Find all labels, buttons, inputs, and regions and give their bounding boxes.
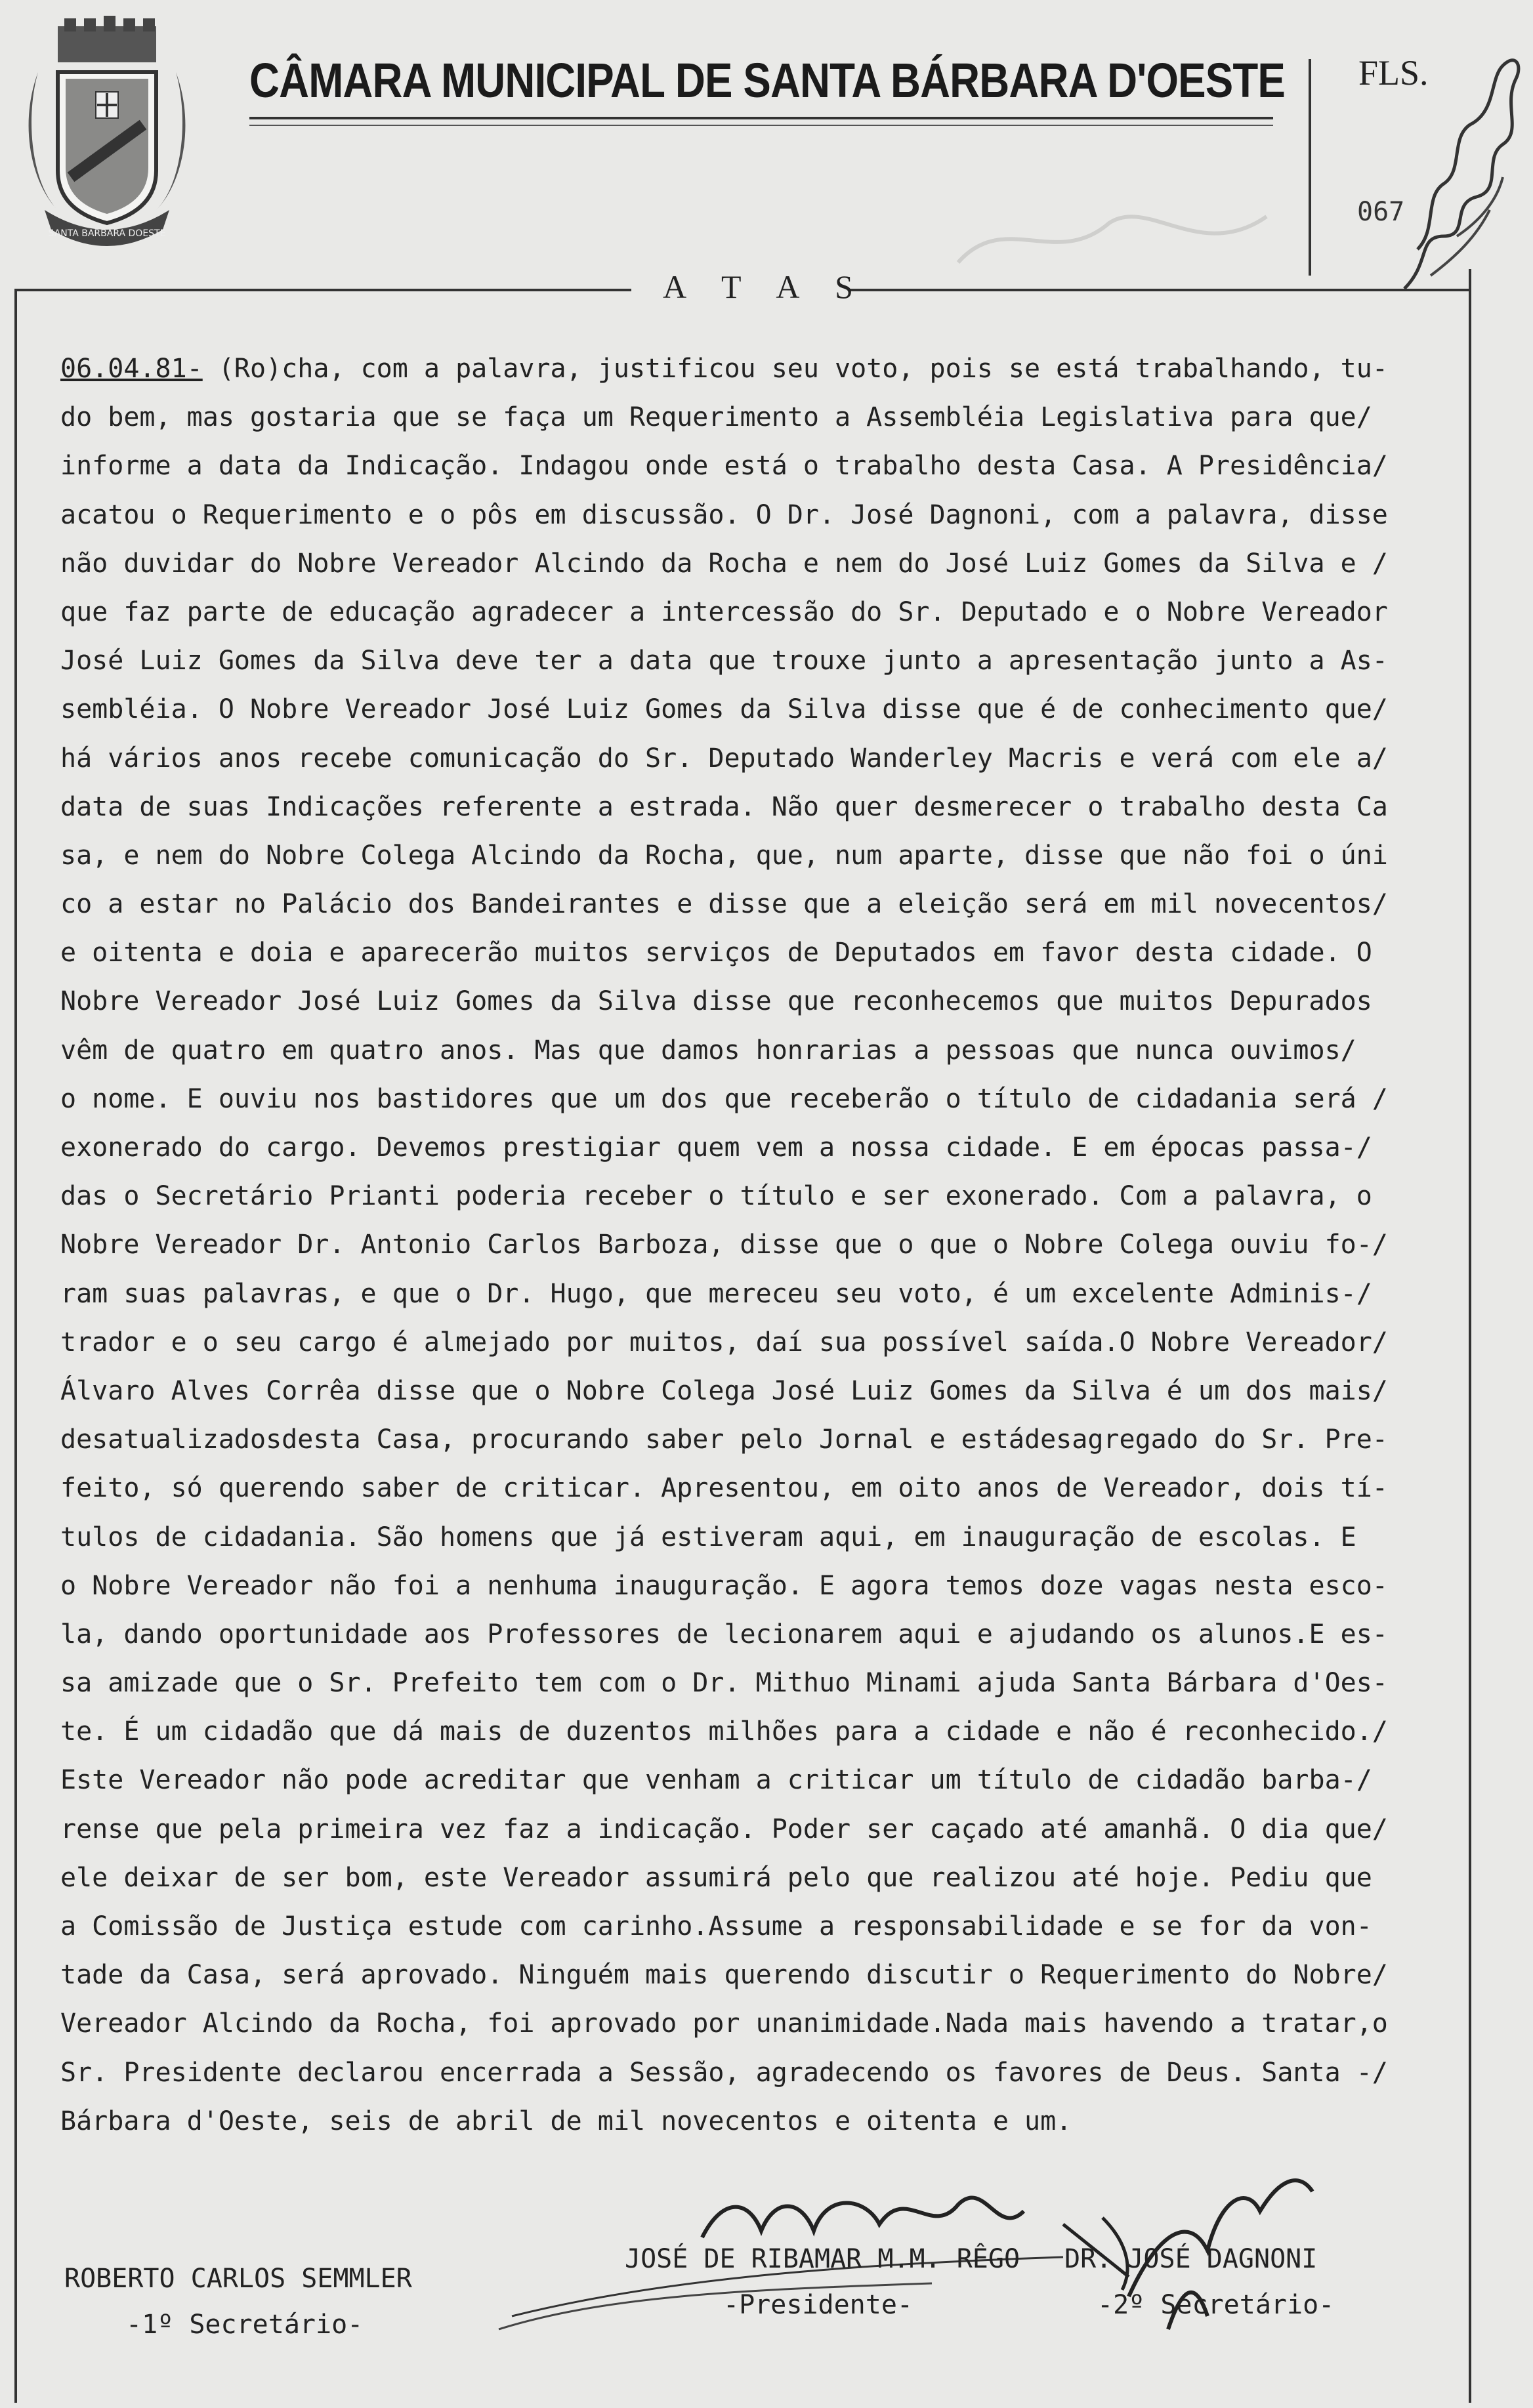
minutes-line [60, 734, 1445, 783]
minutes-line-text: Álvaro Alves Corrêa disse que o Nobre Colega José Luiz Gomes da Silva é um dos mais/ [60, 1375, 1388, 1406]
minutes-line [60, 1707, 1445, 1756]
svg-text:SANTA BARBARA DOESTE: SANTA BARBARA DOESTE [48, 228, 166, 239]
president-name: JOSÉ DE RIBAMAR M.M. RÊGO [625, 2244, 1020, 2274]
minutes-line [60, 880, 1445, 928]
frame-right-rule [1469, 269, 1471, 2403]
minutes-line [60, 2048, 1445, 2097]
second-secretary-role: -2º Secretário- [1097, 2290, 1335, 2320]
minutes-line-text: acatou o Requerimento e o pôs em discussão. O Dr. José Dagnoni, com a palavra, disse [60, 499, 1388, 530]
minutes-line-text: ele deixar de ser bom, este Vereador assumirá pelo que realizou até hoje. Pediu que [60, 1862, 1372, 1893]
president-role: -Presidente- [723, 2290, 913, 2320]
minutes-line [60, 685, 1445, 734]
header-underline-thin [249, 125, 1273, 126]
minutes-line-text: rense que pela primeira vez faz a indicação. Poder ser caçado até amanhã. O dia que/ [60, 1814, 1388, 1844]
minutes-line [60, 1659, 1445, 1707]
minutes-line-text: Bárbara d'Oeste, seis de abril de mil novecentos e oitenta e um. [60, 2106, 1072, 2136]
minutes-line-text: feito, só querendo saber de criticar. Apresentou, em oito anos de Vereador, dois tí- [60, 1473, 1388, 1504]
minutes-line-text: o nome. E ouviu nos bastidores que um dos que receberão o título de cidadania será / [60, 1083, 1388, 1114]
minutes-line-text: informe a data da Indicação. Indagou onde está o trabalho desta Casa. A Presidência/ [60, 451, 1388, 482]
page-number: 067 [1357, 197, 1405, 227]
minutes-line-text: tulos de cidadania. São homens que já estiveram aqui, em inauguração de escolas. E [60, 1522, 1356, 1552]
minutes-line [60, 393, 1445, 442]
minutes-line-text: co a estar no Palácio dos Bandeirantes e disse que a eleição será em mil novecentos/ [60, 889, 1388, 920]
minutes-line-text: tade da Casa, será aprovado. Ninguém mais querendo discutir o Requerimento do Nobre/ [60, 1960, 1388, 1991]
minutes-line-text: há vários anos recebe comunicação do Sr. Deputado Wanderley Macris e verá com ele a/ [60, 743, 1388, 774]
header-divider [1309, 59, 1311, 276]
minutes-line-text: te. É um cidadão que dá mais de duzentos milhões para a cidade e não é reconhecido./ [60, 1716, 1388, 1747]
signature-block [60, 2244, 1445, 2375]
minutes-line [60, 2097, 1445, 2146]
minutes-line-text: vêm de quatro em quatro anos. Mas que damos honrarias a pessoas que nunca ouvimos/ [60, 1035, 1356, 1066]
minutes-line-text: Vereador Alcindo da Rocha, foi aprovado por unanimidade.Nada mais havendo a tratar,o [60, 2008, 1388, 2039]
frame-top-left-rule [14, 289, 631, 291]
header-underline [249, 117, 1273, 119]
minutes-line-text: Este Vereador não pode acreditar que venham a criticar um título de cidadão barba-/ [60, 1765, 1372, 1796]
minutes-line [60, 1951, 1445, 1999]
minutes-line [60, 539, 1445, 588]
frame-top-right-rule [848, 289, 1471, 291]
minutes-line [60, 1854, 1445, 1902]
minutes-line [60, 1464, 1445, 1512]
minutes-line [60, 442, 1445, 490]
minutes-line-text: Sr. Presidente declarou encerrada a Sessão, agradecendo os favores de Deus. Santa -/ [60, 2057, 1388, 2088]
minutes-line [60, 1610, 1445, 1659]
minutes-line [60, 588, 1445, 636]
minutes-line [60, 1172, 1445, 1220]
minutes-line [60, 1075, 1445, 1123]
minutes-line [60, 491, 1445, 539]
minutes-line [60, 977, 1445, 1026]
minutes-line-text: não duvidar do Nobre Vereador Alcindo da Rocha e nem do José Luiz Gomes da Silva e / [60, 548, 1388, 579]
minutes-line [60, 1270, 1445, 1318]
minutes-line-text: trador e o seu cargo é almejado por muitos, daí sua possível saída.O Nobre Vereador/ [60, 1327, 1388, 1358]
minutes-line-text: o Nobre Vereador não foi a nenhuma inauguração. E agora temos doze vagas nesta esco- [60, 1570, 1388, 1601]
session-date: 06.04.81- [60, 354, 203, 384]
fls-label: FLS. [1358, 53, 1429, 93]
minutes-line [60, 783, 1445, 831]
minutes-line [60, 1805, 1445, 1854]
minutes-line-text: sembléia. O Nobre Vereador José Luiz Gomes da Silva disse que é de conhecimento que/ [60, 694, 1388, 725]
minutes-line-text: exonerado do cargo. Devemos prestigiar quem vem a nossa cidade. E em épocas passa-/ [60, 1132, 1372, 1163]
minutes-line-text: desatualizadosdesta Casa, procurando saber pelo Jornal e estádesagregado do Sr. Pre- [60, 1424, 1388, 1455]
minutes-line [60, 1756, 1445, 1804]
frame-left-rule [14, 289, 17, 2403]
first-secretary-role: -1º Secretário- [126, 2310, 364, 2340]
minutes-line [60, 1367, 1445, 1415]
minutes-line-text: do bem, mas gostaria que se faça um Requerimento a Assembléia Legislativa para que/ [60, 402, 1372, 433]
minutes-line-text: (Ro)cha, com a palavra, justificou seu voto, pois se está trabalhando, tu- [202, 354, 1388, 384]
minutes-line [60, 1513, 1445, 1562]
minutes-line [60, 1562, 1445, 1610]
minutes-line-text: ram suas palavras, e que o Dr. Hugo, que mereceu seu voto, é um excelente Adminis-/ [60, 1278, 1372, 1309]
minutes-line-text: e oitenta e doia e aparecerão muitos serviços de Deputados em favor desta cidade. O [60, 938, 1372, 968]
minutes-line [60, 1026, 1445, 1075]
minutes-line [60, 1415, 1445, 1464]
minutes-line-text: a Comissão de Justiça estude com carinho.Assume a responsabilidade e se for da von- [60, 1911, 1372, 1941]
first-secretary-name: ROBERTO CARLOS SEMMLER [64, 2264, 412, 2294]
minutes-line-text: Nobre Vereador José Luiz Gomes da Silva disse que reconhecemos que muitos Depurados [60, 986, 1372, 1017]
minutes-line-text: José Luiz Gomes da Silva deve ter a data que trouxe junto a apresentação junto a As- [60, 646, 1388, 676]
coat-of-arms-emblem [18, 13, 196, 256]
minutes-line [60, 344, 1445, 393]
minutes-line-text: data de suas Indicações referente a estrada. Não quer desmerecer o trabalho desta Ca [60, 791, 1388, 822]
corner-initials-signature [1391, 39, 1529, 315]
section-title: A T A S [663, 268, 868, 305]
institution-title: CÂMARA MUNICIPAL DE SANTA BÁRBARA D'OESTE [249, 53, 1285, 108]
minutes-body [60, 344, 1445, 2146]
minutes-line [60, 1220, 1445, 1269]
minutes-line-text: sa, e nem do Nobre Colega Alcindo da Rocha, que, num aparte, disse que não foi o úni [60, 840, 1388, 871]
second-secretary-name: DR. JOSÉ DAGNONI [1064, 2244, 1318, 2274]
minutes-line-text: que faz parte de educação agradecer a intercessão do Sr. Deputado e o Nobre Vereador [60, 596, 1388, 627]
minutes-line [60, 1123, 1445, 1172]
minutes-line-text: la, dando oportunidade aos Professores de lecionarem aqui e ajudando os alunos.E es- [60, 1619, 1388, 1650]
minutes-line-text: sa amizade que o Sr. Prefeito tem com o Dr. Mithuo Minami ajuda Santa Bárbara d'Oes- [60, 1668, 1388, 1699]
minutes-line [60, 636, 1445, 685]
minutes-line [60, 928, 1445, 977]
minutes-line [60, 1999, 1445, 2048]
minutes-line-text: das o Secretário Prianti poderia receber o título e ser exonerado. Com a palavra, o [60, 1181, 1372, 1212]
minutes-line [60, 831, 1445, 880]
minutes-line-text: Nobre Vereador Dr. Antonio Carlos Barboza, disse que o que o Nobre Colega ouviu fo-/ [60, 1230, 1388, 1260]
bleed-through-mark [952, 197, 1280, 285]
minutes-line [60, 1318, 1445, 1367]
minutes-line [60, 1902, 1445, 1951]
